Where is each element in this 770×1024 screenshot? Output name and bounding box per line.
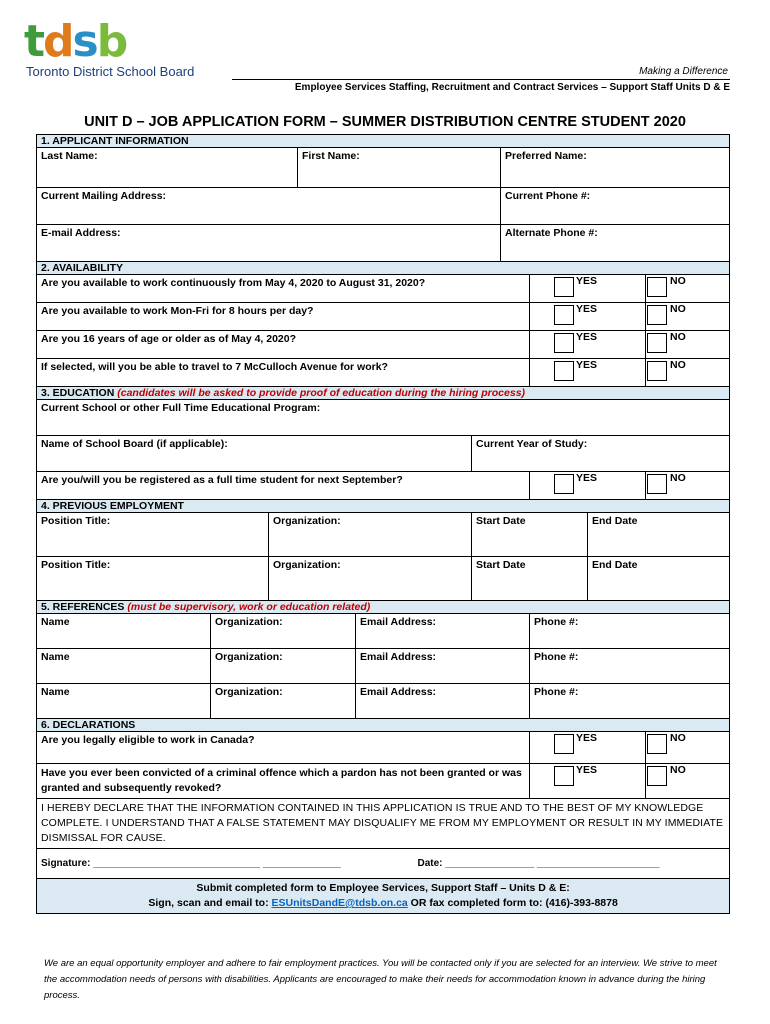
no-checkbox[interactable]	[647, 734, 667, 754]
no-checkbox[interactable]	[647, 305, 667, 325]
yes-option[interactable]	[530, 764, 646, 799]
no-label: NO	[670, 303, 686, 315]
position-title-field[interactable]: Position Title:	[37, 513, 269, 557]
yes-option[interactable]	[530, 472, 646, 500]
yes-checkbox[interactable]	[554, 766, 574, 786]
yes-option[interactable]	[530, 331, 646, 359]
mailing-address-field[interactable]: Current Mailing Address:	[37, 188, 501, 225]
alt-phone-field[interactable]: Alternate Phone #:	[501, 225, 730, 262]
logo-letter-t: t	[24, 16, 44, 67]
section-applicant-heading: 1. APPLICANT INFORMATION	[37, 135, 730, 148]
no-checkbox[interactable]	[647, 277, 667, 297]
section-availability-heading: 2. AVAILABILITY	[37, 262, 730, 275]
logo-wordmark	[24, 16, 127, 67]
no-checkbox[interactable]	[647, 474, 667, 494]
year-of-study-field[interactable]: Current Year of Study:	[472, 436, 730, 472]
end-date-field[interactable]: End Date	[588, 557, 730, 601]
educational-program-field[interactable]: Current School or other Full Time Educational Program:	[37, 400, 730, 436]
section-heading-text: 3. EDUCATION	[41, 387, 115, 399]
start-date-field[interactable]: Start Date	[472, 557, 588, 601]
yes-label: YES	[576, 303, 598, 315]
yes-label: YES	[576, 331, 598, 343]
end-date-field[interactable]: End Date	[588, 513, 730, 557]
no-option[interactable]	[646, 472, 730, 500]
yes-label: YES	[576, 732, 598, 744]
reference-phone-field[interactable]: Phone #:	[530, 649, 730, 684]
submit-line-2	[41, 896, 725, 911]
logo-letter-d: d	[43, 16, 73, 67]
yes-checkbox[interactable]	[554, 361, 574, 381]
submit-fax: OR fax completed form to: (416)-393-8878	[407, 897, 618, 909]
submit-email-link[interactable]: ESUnitsDandE@tdsb.on.ca	[271, 897, 408, 909]
first-name-field[interactable]: First Name:	[298, 148, 501, 188]
reference-phone-field[interactable]: Phone #:	[530, 684, 730, 719]
no-option[interactable]	[646, 275, 730, 303]
section-declarations-heading: 6. DECLARATIONS	[37, 719, 730, 732]
references-note: (must be supervisory, work or education related)	[127, 601, 371, 613]
availability-question: Are you available to work continuously from May 4, 2020 to August 31, 2020?	[37, 275, 530, 303]
header-rule	[232, 79, 730, 80]
signature-line[interactable]: Signature: ______________________________ ______________	[37, 849, 414, 879]
yes-option[interactable]	[530, 275, 646, 303]
submit-prefix: Sign, scan and email to:	[148, 897, 272, 909]
yes-option[interactable]	[530, 359, 646, 387]
no-checkbox[interactable]	[647, 766, 667, 786]
no-option[interactable]	[646, 732, 730, 764]
reference-organization-field[interactable]: Organization:	[211, 649, 356, 684]
yes-label: YES	[576, 359, 598, 371]
reference-organization-field[interactable]: Organization:	[211, 684, 356, 719]
no-label: NO	[670, 331, 686, 343]
reference-email-field[interactable]: Email Address:	[356, 649, 530, 684]
reference-organization-field[interactable]: Organization:	[211, 614, 356, 649]
logo-letter-b: b	[96, 16, 127, 67]
reference-email-field[interactable]: Email Address:	[356, 684, 530, 719]
section-references-heading	[37, 601, 730, 614]
reference-name-field[interactable]: Name	[37, 684, 211, 719]
declaration-statement: I HEREBY DECLARE THAT THE INFORMATION CONTAINED IN THIS APPLICATION IS TRUE AND TO THE BEST OF MY KNOWLEDGE COMPLETE. I UNDERSTAND THAT A FALSE STATEMENT MAY DISQUALIFY ME FROM MY EMPLOYMENT OR RESULT IN MY IMMEDIATE DISMISSAL FOR CAUSE.	[37, 799, 730, 849]
availability-question: Are you available to work Mon-Fri for 8 hours per day?	[37, 303, 530, 331]
yes-checkbox[interactable]	[554, 277, 574, 297]
reference-name-field[interactable]: Name	[37, 614, 211, 649]
no-option[interactable]	[646, 331, 730, 359]
date-line[interactable]: Date: ________________ ______________________	[414, 849, 730, 879]
no-checkbox[interactable]	[647, 361, 667, 381]
eligibility-question: Are you legally eligible to work in Canada?	[37, 732, 530, 764]
section-employment-heading: 4. PREVIOUS EMPLOYMENT	[37, 500, 730, 513]
no-option[interactable]	[646, 764, 730, 799]
yes-checkbox[interactable]	[554, 474, 574, 494]
school-board-field[interactable]: Name of School Board (if applicable):	[37, 436, 472, 472]
phone-field[interactable]: Current Phone #:	[501, 188, 730, 225]
yes-checkbox[interactable]	[554, 305, 574, 325]
section-education-heading	[37, 387, 730, 400]
preferred-name-field[interactable]: Preferred Name:	[501, 148, 730, 188]
availability-question: Are you 16 years of age or older as of May 4, 2020?	[37, 331, 530, 359]
reference-name-field[interactable]: Name	[37, 649, 211, 684]
organization-field[interactable]: Organization:	[269, 513, 472, 557]
equal-opportunity-note: We are an equal opportunity employer and adhere to fair employment practices. You will be contacted only if you are selected for an interview. We strive to meet the accommodation needs of persons with disabilities. Applicants are encouraged to make their needs for accommodation known in advance during the hiring process.	[44, 958, 717, 1001]
yes-option[interactable]	[530, 303, 646, 331]
logo-letter-s: s	[72, 16, 97, 67]
reference-email-field[interactable]: Email Address:	[356, 614, 530, 649]
criminal-offence-question: Have you ever been convicted of a criminal offence which a pardon has not been granted or was granted and subsequently revoked?	[37, 764, 530, 799]
availability-question: If selected, will you be able to travel to 7 McCulloch Avenue for work?	[37, 359, 530, 387]
form-title: UNIT D – JOB APPLICATION FORM – SUMMER DISTRIBUTION CENTRE STUDENT 2020	[84, 114, 686, 130]
motto: Making a Difference	[639, 66, 728, 77]
no-label: NO	[670, 472, 686, 484]
reference-phone-field[interactable]: Phone #:	[530, 614, 730, 649]
no-label: NO	[670, 732, 686, 744]
organization-field[interactable]: Organization:	[269, 557, 472, 601]
no-option[interactable]	[646, 359, 730, 387]
yes-checkbox[interactable]	[554, 333, 574, 353]
email-field[interactable]: E-mail Address:	[37, 225, 501, 262]
position-title-field[interactable]: Position Title:	[37, 557, 269, 601]
education-note: (candidates will be asked to provide proof of education during the hiring process)	[117, 387, 526, 399]
no-checkbox[interactable]	[647, 333, 667, 353]
yes-label: YES	[576, 472, 598, 484]
no-label: NO	[670, 764, 686, 776]
application-form	[36, 134, 730, 914]
department-line: Employee Services Staffing, Recruitment and Contract Services – Support Staff Units D & E	[294, 82, 730, 93]
yes-option[interactable]	[530, 732, 646, 764]
submit-line-1: Submit completed form to Employee Services, Support Staff – Units D & E:	[196, 882, 570, 894]
tdsb-logo	[24, 16, 224, 82]
yes-label: YES	[576, 764, 598, 776]
last-name-field[interactable]: Last Name:	[37, 148, 298, 188]
no-label: NO	[670, 275, 686, 287]
section-heading-text: 5. REFERENCES	[41, 601, 125, 613]
logo-subtitle: Toronto District School Board	[26, 64, 195, 79]
no-label: NO	[670, 359, 686, 371]
fulltime-question: Are you/will you be registered as a full time student for next September?	[37, 472, 530, 500]
submit-instructions	[37, 879, 730, 914]
yes-checkbox[interactable]	[554, 734, 574, 754]
no-option[interactable]	[646, 303, 730, 331]
start-date-field[interactable]: Start Date	[472, 513, 588, 557]
yes-label: YES	[576, 275, 598, 287]
